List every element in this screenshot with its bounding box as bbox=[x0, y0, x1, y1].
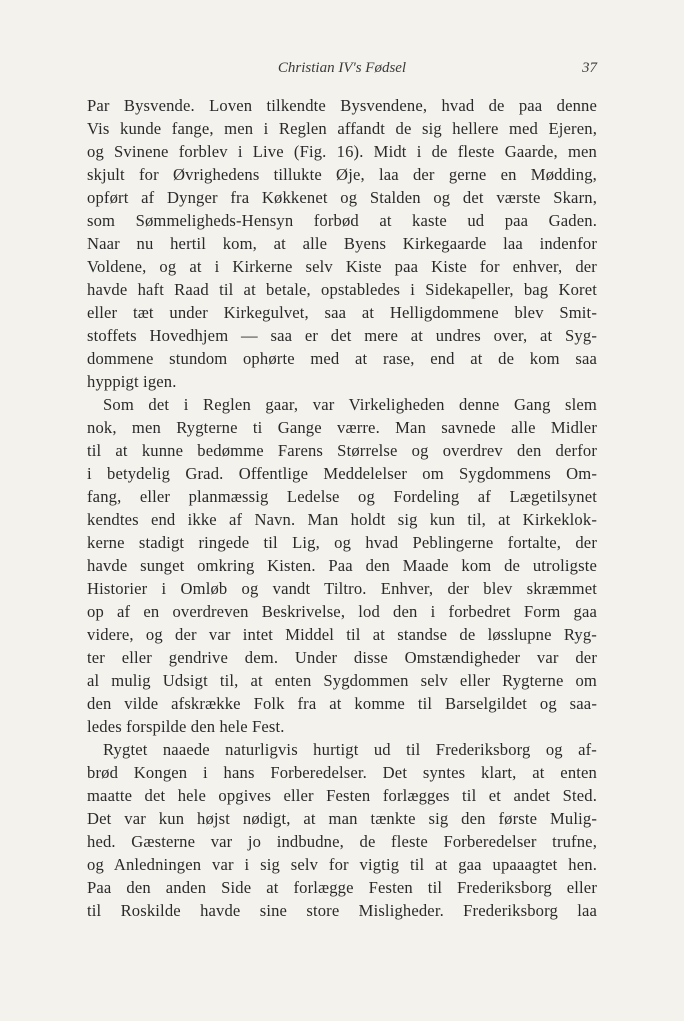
text-line: Naar nu hertil kom, at alle Byens Kirkegaarde laa indenfor bbox=[87, 234, 597, 253]
text-line: Par Bysvende. Loven tilkendte Bysvendene, hvad de paa denne bbox=[87, 96, 597, 115]
paragraph-start-line: Som det i Reglen gaar, var Virkeligheden denne Gang slem bbox=[103, 395, 597, 414]
text-line: opført af Dynger fra Køkkenet og Stalden og det værste Skarn, bbox=[87, 188, 597, 207]
running-head bbox=[87, 60, 597, 82]
text-line: ter eller gendrive dem. Under disse Omstændigheder var der bbox=[87, 648, 597, 667]
text-line: til Roskilde havde sine store Misligheder. Frederiksborg laa bbox=[87, 901, 597, 920]
text-line: som Sømmeligheds-Hensyn forbød at kaste ud paa Gaden. bbox=[87, 211, 597, 230]
text-line: al mulig Udsigt til, at enten Sygdommen selv eller Rygterne om bbox=[87, 671, 597, 690]
body-text bbox=[87, 94, 597, 922]
text-line: skjult for Øvrighedens tillukte Øje, laa der gerne en Mødding, bbox=[87, 165, 597, 184]
paragraph-end-line: ledes forspilde den hele Fest. bbox=[87, 717, 285, 736]
text-line: kerne stadigt ringede til Lig, og hvad Peblingerne fortalte, der bbox=[87, 533, 597, 552]
text-line: nok, men Rygterne ti Gange værre. Man savnede alle Midler bbox=[87, 418, 597, 437]
text-line: hed. Gæsterne var jo indbudne, de fleste Forberedelser trufne, bbox=[87, 832, 597, 851]
text-line: Voldene, og at i Kirkerne selv Kiste paa Kiste for enhver, der bbox=[87, 257, 597, 276]
text-line: og Anledningen var i sig selv for vigtig til at gaa upaaagtet hen. bbox=[87, 855, 597, 874]
page-number: 37 bbox=[582, 60, 597, 76]
text-line: Vis kunde fange, men i Reglen affandt de sig hellere med Ejeren, bbox=[87, 119, 597, 138]
running-title: Christian IV's Fødsel bbox=[277, 60, 407, 76]
text-line: havde haft Raad til at betale, opstabledes i Sidekapeller, bag Koret bbox=[87, 280, 597, 299]
text-line: havde sunget omkring Kisten. Paa den Maade kom de utroligste bbox=[87, 556, 597, 575]
text-line: op af en overdreven Beskrivelse, lod den i forbedret Form gaa bbox=[87, 602, 597, 621]
text-line: brød Kongen i hans Forberedelser. Det syntes klart, at enten bbox=[87, 763, 597, 782]
text-line: kendtes end ikke af Navn. Man holdt sig kun til, at Kirkeklok- bbox=[87, 510, 597, 529]
text-line: Paa den anden Side at forlægge Festen til Frederiksborg eller bbox=[87, 878, 597, 897]
text-line: Det var kun højst nødigt, at man tænkte sig den første Mulig- bbox=[87, 809, 597, 828]
text-line: videre, og der var intet Middel til at standse de løsslupne Ryg- bbox=[87, 625, 597, 644]
text-line: dommene stundom ophørte med at rase, end at de kom saa bbox=[87, 349, 597, 368]
paragraph-end-line: hyppigt igen. bbox=[87, 372, 177, 391]
text-line: maatte det hele opgives eller Festen forlægges til et andet Sted. bbox=[87, 786, 597, 805]
text-line: den vilde afskrække Folk fra at komme til Barselgildet og saa- bbox=[87, 694, 597, 713]
text-line: eller tæt under Kirkegulvet, saa at Helligdommene blev Smit- bbox=[87, 303, 597, 322]
text-line: fang, eller planmæssig Ledelse og Fordeling af Lægetilsynet bbox=[87, 487, 597, 506]
paragraph-start-line: Rygtet naaede naturligvis hurtigt ud til Frederiksborg og af- bbox=[103, 740, 597, 759]
text-line: Historier i Omløb og vandt Tiltro. Enhver, der blev skræmmet bbox=[87, 579, 597, 598]
text-line: og Svinene forblev i Live (Fig. 16). Midt i de fleste Gaarde, men bbox=[87, 142, 597, 161]
text-line: i betydelig Grad. Offentlige Meddelelser om Sygdommens Om- bbox=[87, 464, 597, 483]
text-line: til at kunne bedømme Farens Størrelse og overdrev den derfor bbox=[87, 441, 597, 460]
text-line: stoffets Hovedhjem — saa er det mere at undres over, at Syg- bbox=[87, 326, 597, 345]
